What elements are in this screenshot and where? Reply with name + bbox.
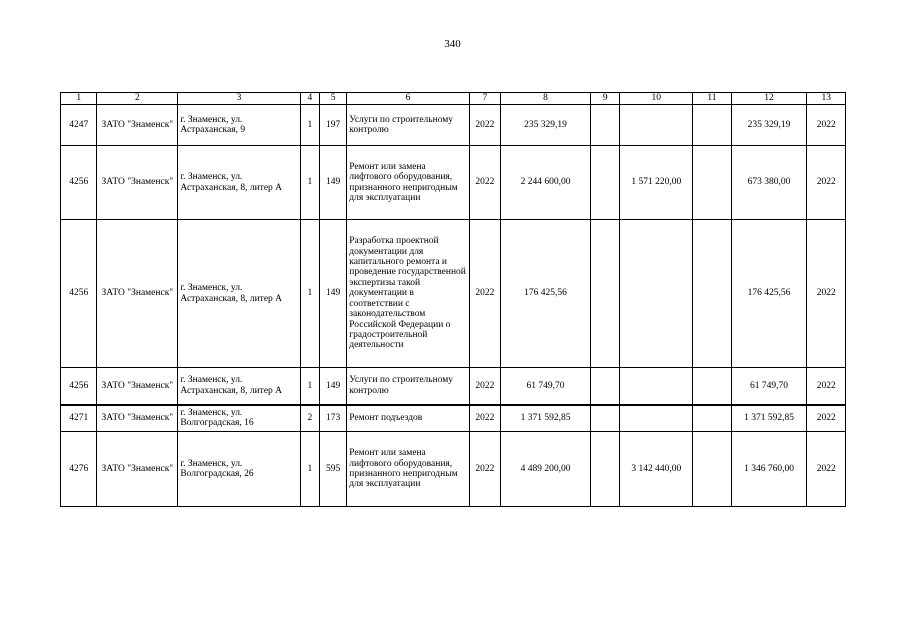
- cell-year: 2022: [469, 405, 500, 432]
- cell-col12: 176 425,56: [731, 220, 807, 368]
- cell-col4: 1: [300, 220, 319, 368]
- column-header: 8: [501, 93, 591, 105]
- cell-col13: 2022: [807, 405, 846, 432]
- cell-col10: [620, 220, 693, 368]
- column-header: 9: [591, 93, 620, 105]
- cell-address: г. Знаменск, ул. Астраханская, 8, литер А: [178, 146, 300, 220]
- column-header: 4: [300, 93, 319, 105]
- cell-col13: 2022: [807, 432, 846, 507]
- cell-work-type: Ремонт или замена лифтового оборудования, признанного непригодным для эксплуатации: [347, 432, 469, 507]
- cell-year: 2022: [469, 368, 500, 405]
- cell-col5: 173: [319, 405, 346, 432]
- cell-col12: 61 749,70: [731, 368, 807, 405]
- column-header: 13: [807, 93, 846, 105]
- column-header: 6: [347, 93, 469, 105]
- column-header: 11: [693, 93, 731, 105]
- cell-house-id: 4256: [61, 146, 97, 220]
- cell-col10: [620, 405, 693, 432]
- table-row: [61, 220, 846, 368]
- cell-house-id: 4271: [61, 405, 97, 432]
- cell-municipality: ЗАТО "Знаменск": [97, 432, 178, 507]
- cell-address: г. Знаменск, ул. Астраханская, 8, литер А: [178, 368, 300, 405]
- cell-year: 2022: [469, 432, 500, 507]
- cell-col4: 1: [300, 368, 319, 405]
- table-row: [61, 146, 846, 220]
- cell-address: г. Знаменск, ул. Волгоградская, 26: [178, 432, 300, 507]
- cell-work-type: Ремонт или замена лифтового оборудования, признанного непригодным для эксплуатации: [347, 146, 469, 220]
- cell-house-id: 4247: [61, 105, 97, 146]
- cell-col4: 2: [300, 405, 319, 432]
- cell-col9: [591, 146, 620, 220]
- cell-col9: [591, 405, 620, 432]
- cell-address: г. Знаменск, ул. Волгоградская, 16: [178, 405, 300, 432]
- cell-total-cost: 2 244 600,00: [501, 146, 591, 220]
- cell-municipality: ЗАТО "Знаменск": [97, 220, 178, 368]
- column-header: 7: [469, 93, 500, 105]
- cell-work-type: Услуги по строительному контролю: [347, 368, 469, 405]
- cell-total-cost: 61 749,70: [501, 368, 591, 405]
- column-header: 1: [61, 93, 97, 105]
- cell-work-type: Ремонт подъездов: [347, 405, 469, 432]
- cell-col4: 1: [300, 146, 319, 220]
- column-number-row: [61, 93, 846, 105]
- cell-col5: 197: [319, 105, 346, 146]
- cell-col5: 149: [319, 220, 346, 368]
- cell-col12: 235 329,19: [731, 105, 807, 146]
- column-header: 2: [97, 93, 178, 105]
- cell-total-cost: 4 489 200,00: [501, 432, 591, 507]
- page-number: 340: [444, 38, 461, 50]
- cell-col12: 673 380,00: [731, 146, 807, 220]
- cell-total-cost: 176 425,56: [501, 220, 591, 368]
- table-row: [61, 368, 846, 405]
- cell-work-type: Услуги по строительному контролю: [347, 105, 469, 146]
- table-row: [61, 432, 846, 507]
- column-header: 12: [731, 93, 807, 105]
- repair-program-table: [60, 92, 846, 507]
- cell-col10: [620, 105, 693, 146]
- cell-col5: 595: [319, 432, 346, 507]
- cell-municipality: ЗАТО "Знаменск": [97, 146, 178, 220]
- cell-col13: 2022: [807, 105, 846, 146]
- cell-municipality: ЗАТО "Знаменск": [97, 405, 178, 432]
- cell-col11: [693, 146, 731, 220]
- cell-col5: 149: [319, 146, 346, 220]
- cell-col4: 1: [300, 105, 319, 146]
- cell-col13: 2022: [807, 220, 846, 368]
- cell-house-id: 4276: [61, 432, 97, 507]
- cell-col5: 149: [319, 368, 346, 405]
- column-header: 10: [620, 93, 693, 105]
- cell-col4: 1: [300, 432, 319, 507]
- cell-house-id: 4256: [61, 368, 97, 405]
- cell-col13: 2022: [807, 146, 846, 220]
- cell-total-cost: 235 329,19: [501, 105, 591, 146]
- cell-col12: 1 371 592,85: [731, 405, 807, 432]
- cell-col10: 3 142 440,00: [620, 432, 693, 507]
- cell-col11: [693, 105, 731, 146]
- cell-col11: [693, 432, 731, 507]
- cell-col11: [693, 220, 731, 368]
- cell-col9: [591, 220, 620, 368]
- cell-col10: [620, 368, 693, 405]
- column-header: 5: [319, 93, 346, 105]
- cell-col9: [591, 368, 620, 405]
- cell-year: 2022: [469, 105, 500, 146]
- cell-work-type: Разработка проектной документации для капитального ремонта и проведение государственной экспертизы такой документации в соответствии с законодательством Российской Федерации о градостроительной деятельности: [347, 220, 469, 368]
- cell-col9: [591, 105, 620, 146]
- cell-municipality: ЗАТО "Знаменск": [97, 368, 178, 405]
- cell-year: 2022: [469, 146, 500, 220]
- cell-total-cost: 1 371 592,85: [501, 405, 591, 432]
- table-row: [61, 405, 846, 432]
- cell-year: 2022: [469, 220, 500, 368]
- cell-house-id: 4256: [61, 220, 97, 368]
- table-row: [61, 105, 846, 146]
- cell-municipality: ЗАТО "Знаменск": [97, 105, 178, 146]
- cell-col10: 1 571 220,00: [620, 146, 693, 220]
- cell-address: г. Знаменск, ул. Астраханская, 8, литер А: [178, 220, 300, 368]
- cell-col9: [591, 432, 620, 507]
- cell-col12: 1 346 760,00: [731, 432, 807, 507]
- cell-col11: [693, 405, 731, 432]
- cell-col13: 2022: [807, 368, 846, 405]
- cell-address: г. Знаменск, ул. Астраханская, 9: [178, 105, 300, 146]
- cell-col11: [693, 368, 731, 405]
- column-header: 3: [178, 93, 300, 105]
